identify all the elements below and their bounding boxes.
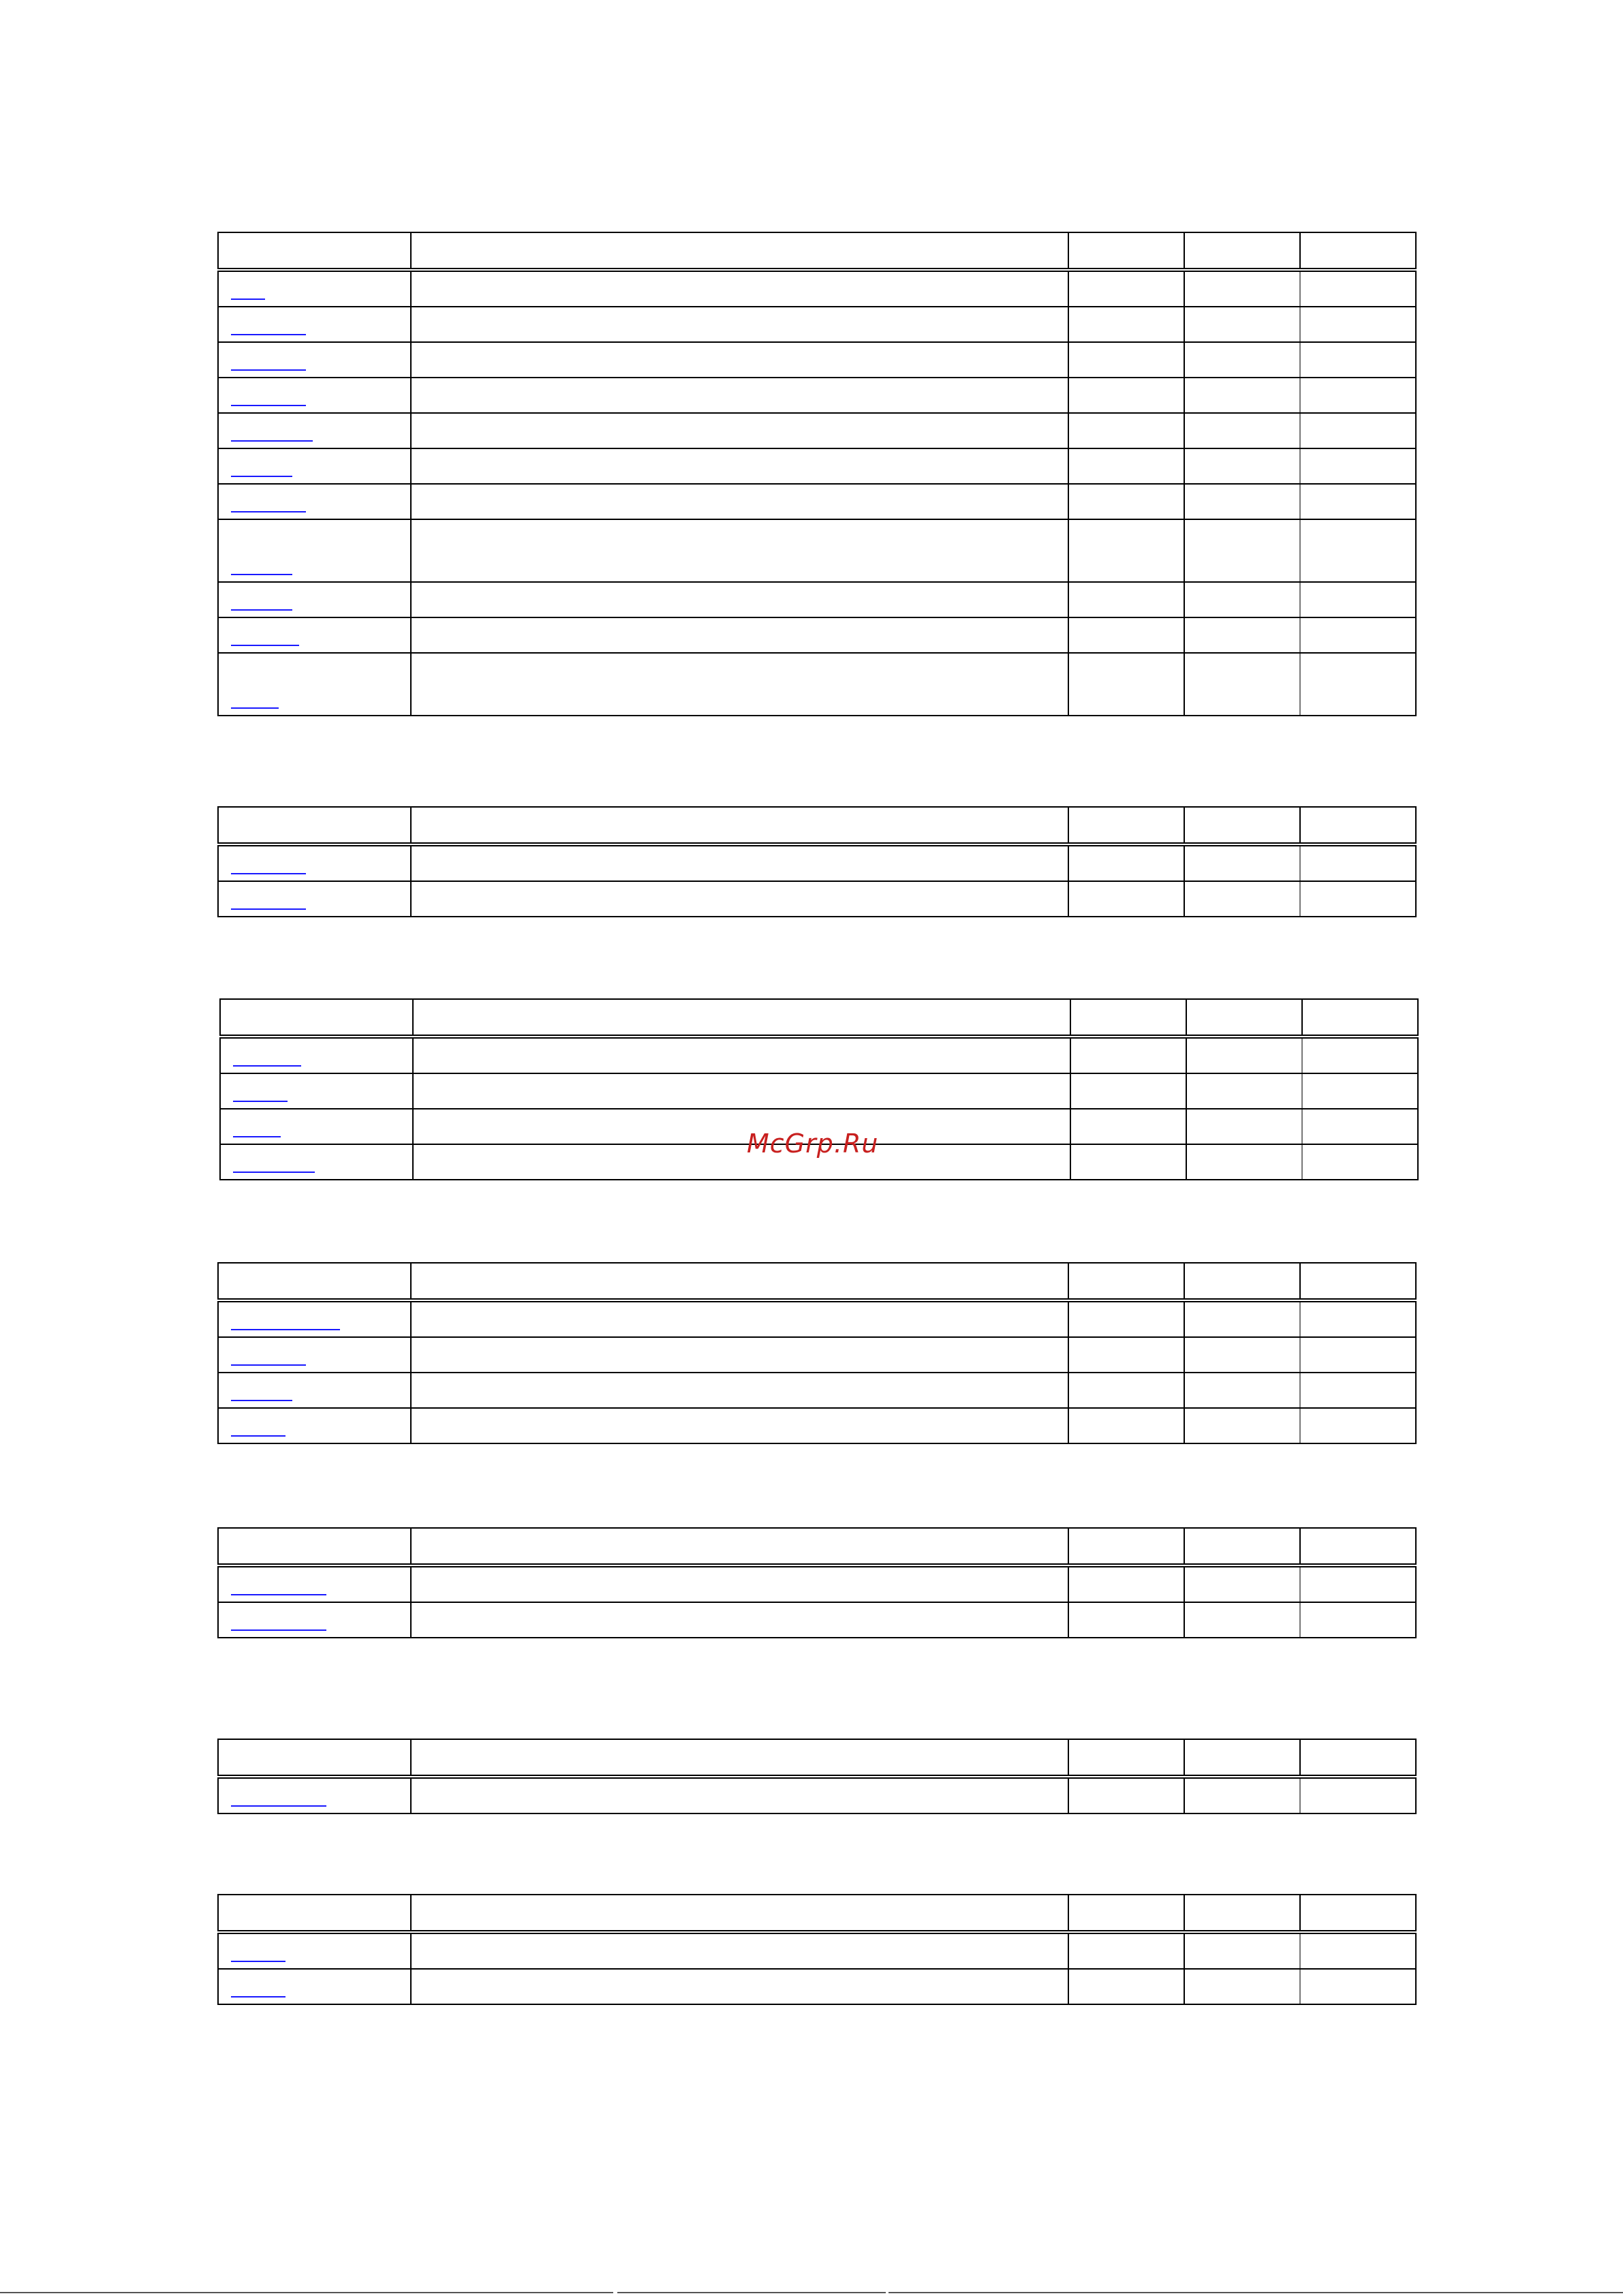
table-cell	[411, 413, 1068, 448]
table-cell	[1300, 1777, 1416, 1813]
table-row	[218, 1602, 1416, 1638]
table-row	[218, 653, 1416, 716]
link-cell	[218, 307, 411, 342]
table-cell	[1300, 1969, 1416, 2004]
table-row	[218, 378, 1416, 413]
table-cell	[1300, 1932, 1416, 1969]
link-cell	[218, 1602, 411, 1638]
table-header-row	[218, 1739, 1416, 1777]
table-1	[217, 232, 1417, 716]
table-7	[217, 1894, 1417, 2005]
link-cell	[218, 1777, 411, 1813]
row-link[interactable]	[231, 1629, 326, 1631]
table-cell	[1184, 1969, 1300, 2004]
watermark-text: McGrp.Ru	[747, 1129, 879, 1159]
table-cell	[1300, 378, 1416, 413]
link-cell	[218, 844, 411, 881]
table-row	[220, 1073, 1418, 1109]
table-cell	[1300, 1300, 1416, 1337]
row-link[interactable]	[231, 1400, 292, 1401]
table-cell	[1300, 342, 1416, 378]
table-cell	[1068, 653, 1184, 716]
table-cell	[1070, 1109, 1186, 1144]
table-cell	[1068, 1602, 1184, 1638]
row-link[interactable]	[231, 476, 292, 477]
table-cell	[1184, 378, 1300, 413]
table-cell	[1068, 342, 1184, 378]
table-row	[220, 1037, 1418, 1073]
table-cell	[413, 1109, 1070, 1144]
table-cell	[411, 1565, 1068, 1602]
table-cell	[1300, 484, 1416, 519]
table-6	[217, 1739, 1417, 1814]
table-row	[218, 484, 1416, 519]
table-cell	[411, 342, 1068, 378]
table-cell	[1184, 484, 1300, 519]
table-cell	[1300, 413, 1416, 448]
table-cell	[1068, 484, 1184, 519]
table-cell	[411, 519, 1068, 582]
table-row	[218, 1932, 1416, 1969]
link-cell	[218, 1565, 411, 1602]
table-cell	[411, 448, 1068, 484]
table-cell	[1068, 844, 1184, 881]
table-cell	[1068, 519, 1184, 582]
footer-rule	[0, 2292, 1623, 2293]
row-link[interactable]	[231, 908, 306, 910]
link-cell	[218, 270, 411, 307]
link-cell	[218, 342, 411, 378]
row-link[interactable]	[233, 1101, 288, 1102]
link-cell	[220, 1037, 413, 1073]
link-cell	[218, 1373, 411, 1408]
table-cell	[1184, 1777, 1300, 1813]
table-cell	[1186, 1037, 1302, 1073]
table-cell	[1068, 378, 1184, 413]
table-cell	[1184, 1408, 1300, 1443]
link-cell	[220, 1144, 413, 1180]
table-cell	[411, 484, 1068, 519]
link-cell	[218, 1300, 411, 1337]
table-2	[217, 806, 1417, 917]
table-cell	[411, 617, 1068, 653]
table-cell	[1184, 1565, 1300, 1602]
link-cell	[218, 413, 411, 448]
table-cell	[1184, 307, 1300, 342]
table-cell	[1068, 1969, 1184, 2004]
table-row	[218, 307, 1416, 342]
table-cell	[1184, 1337, 1300, 1373]
link-cell	[218, 1337, 411, 1373]
table-row	[218, 1373, 1416, 1408]
table-header-row	[218, 232, 1416, 270]
table-cell	[1186, 1144, 1302, 1180]
table-cell	[1184, 881, 1300, 917]
table-row	[218, 1337, 1416, 1373]
table-header-row	[218, 807, 1416, 844]
table-cell	[411, 1777, 1068, 1813]
table-cell	[1300, 1408, 1416, 1443]
table-4	[217, 1262, 1417, 1444]
table-cell	[1068, 307, 1184, 342]
link-cell	[218, 519, 411, 582]
row-link[interactable]	[231, 440, 313, 442]
table-cell	[1068, 413, 1184, 448]
row-link[interactable]	[231, 1594, 326, 1595]
table-cell	[1184, 448, 1300, 484]
table-cell	[1070, 1037, 1186, 1073]
table-cell	[1068, 582, 1184, 617]
row-link[interactable]	[233, 1065, 301, 1067]
row-link[interactable]	[231, 873, 306, 874]
table-header-row	[218, 1528, 1416, 1565]
link-cell	[218, 1969, 411, 2004]
table-cell	[1068, 448, 1184, 484]
link-cell	[218, 653, 411, 716]
table-row	[218, 1969, 1416, 2004]
table-cell	[411, 307, 1068, 342]
table-cell	[411, 582, 1068, 617]
row-link[interactable]	[231, 1996, 285, 1997]
table-cell	[411, 1408, 1068, 1443]
link-cell	[218, 448, 411, 484]
table-row	[218, 342, 1416, 378]
row-link[interactable]	[231, 707, 279, 709]
table-cell	[1300, 653, 1416, 716]
table-cell	[1184, 1602, 1300, 1638]
table-cell	[1068, 1777, 1184, 1813]
table-row	[218, 582, 1416, 617]
table-row	[218, 1408, 1416, 1443]
table-cell	[1300, 1337, 1416, 1373]
table-row	[218, 270, 1416, 307]
table-cell	[1300, 617, 1416, 653]
link-cell	[220, 1109, 413, 1144]
table-cell	[411, 881, 1068, 917]
table-row	[218, 617, 1416, 653]
table-cell	[1184, 413, 1300, 448]
link-cell	[218, 881, 411, 917]
table-cell	[1068, 1373, 1184, 1408]
table-row	[218, 1300, 1416, 1337]
table-cell	[1184, 1373, 1300, 1408]
row-link[interactable]	[231, 334, 306, 335]
table-cell	[1302, 1144, 1418, 1180]
table-row	[218, 413, 1416, 448]
link-cell	[218, 1932, 411, 1969]
table-row	[218, 881, 1416, 917]
table-cell	[411, 1932, 1068, 1969]
table-cell	[1302, 1109, 1418, 1144]
table-cell	[1184, 519, 1300, 582]
row-link[interactable]	[231, 1329, 340, 1330]
table-cell	[411, 653, 1068, 716]
table-cell	[411, 1969, 1068, 2004]
table-cell	[1300, 844, 1416, 881]
row-link[interactable]	[231, 299, 265, 300]
link-cell	[218, 617, 411, 653]
table-cell	[1300, 448, 1416, 484]
table-cell	[1300, 881, 1416, 917]
table-header-row	[218, 1263, 1416, 1300]
table-cell	[1300, 519, 1416, 582]
row-link[interactable]	[231, 369, 306, 371]
row-link[interactable]	[233, 1172, 315, 1173]
table-cell	[1184, 617, 1300, 653]
row-link[interactable]	[231, 1435, 285, 1437]
table-cell	[1184, 342, 1300, 378]
table-cell	[1300, 307, 1416, 342]
table-cell	[1300, 1565, 1416, 1602]
table-cell	[411, 1300, 1068, 1337]
table-cell	[1300, 582, 1416, 617]
table-cell	[1068, 617, 1184, 653]
table-row	[218, 448, 1416, 484]
link-cell	[218, 1408, 411, 1443]
table-cell	[1186, 1109, 1302, 1144]
table-cell	[1068, 1408, 1184, 1443]
table-cell	[1068, 1932, 1184, 1969]
table-row	[218, 844, 1416, 881]
table-cell	[411, 270, 1068, 307]
table-cell	[1184, 844, 1300, 881]
link-cell	[218, 484, 411, 519]
row-link[interactable]	[231, 574, 292, 575]
table-cell	[1068, 270, 1184, 307]
table-cell	[411, 1373, 1068, 1408]
table-cell	[413, 1073, 1070, 1109]
table-cell	[411, 378, 1068, 413]
table-cell	[1068, 1300, 1184, 1337]
link-cell	[218, 582, 411, 617]
table-cell	[1302, 1037, 1418, 1073]
table-5	[217, 1527, 1417, 1638]
table-row	[218, 519, 1416, 582]
link-cell	[218, 378, 411, 413]
link-cell	[220, 1073, 413, 1109]
table-cell	[411, 1337, 1068, 1373]
table-cell	[413, 1037, 1070, 1073]
row-link[interactable]	[233, 1136, 281, 1137]
table-cell	[1068, 1565, 1184, 1602]
table-row	[218, 1777, 1416, 1813]
table-cell	[1300, 1373, 1416, 1408]
table-row	[218, 1565, 1416, 1602]
table-cell	[411, 1602, 1068, 1638]
table-cell	[1068, 1337, 1184, 1373]
table-cell	[413, 1144, 1070, 1180]
table-cell	[1068, 881, 1184, 917]
table-cell	[1302, 1073, 1418, 1109]
table-cell	[1300, 270, 1416, 307]
table-cell	[1070, 1144, 1186, 1180]
row-link[interactable]	[231, 511, 306, 512]
row-link[interactable]	[231, 405, 306, 406]
row-link[interactable]	[231, 1364, 306, 1366]
table-header-row	[220, 999, 1418, 1037]
table-cell	[1300, 1602, 1416, 1638]
table-cell	[1184, 1932, 1300, 1969]
table-cell	[1070, 1073, 1186, 1109]
table-cell	[1184, 1300, 1300, 1337]
row-link[interactable]	[231, 1805, 326, 1807]
row-link[interactable]	[231, 609, 292, 611]
table-cell	[1184, 582, 1300, 617]
table-cell	[1184, 653, 1300, 716]
table-header-row	[218, 1895, 1416, 1932]
row-link[interactable]	[231, 645, 299, 646]
table-cell	[411, 844, 1068, 881]
table-cell	[1184, 270, 1300, 307]
row-link[interactable]	[231, 1961, 285, 1962]
table-cell	[1186, 1073, 1302, 1109]
